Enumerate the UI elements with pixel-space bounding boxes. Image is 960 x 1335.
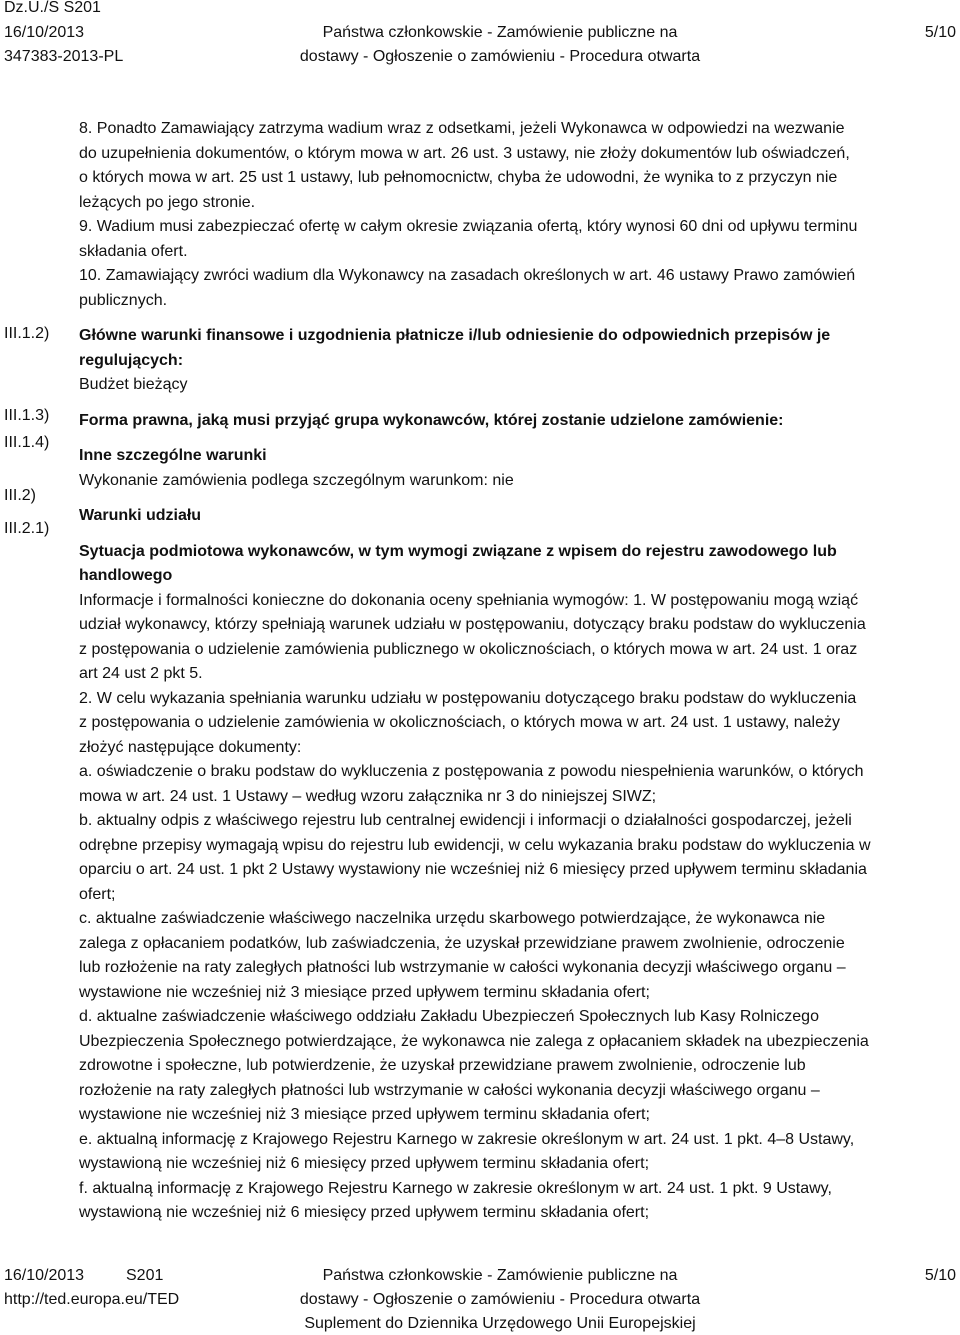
text-line: zdrowotne i społeczne, lub potwierdzenie, że uzyskał przewidziane prawem zwolnienie, odroczenie lub xyxy=(79,1057,806,1074)
doc-code: Dz.U./S S201 xyxy=(4,0,101,16)
text-line: odrębne przepisy wymagają wpisu do rejestru lub ewidencji, w celu wykazania braku podstaw do wykluczenia w xyxy=(79,836,871,854)
footer-title-line2: dostawy - Ogłoszenie o zamówieniu - Procedura otwarta xyxy=(299,1291,701,1308)
header-page-number: 5/10 xyxy=(924,24,956,41)
paragraph-9 xyxy=(79,215,955,264)
text-line: wystawione nie wcześniej niż 3 miesiące przed upływem terminu składania ofert; xyxy=(79,1106,650,1123)
text-line: 10. Zamawiający zwróci wadium dla Wykonawcy na zasadach określonych w art. 46 ustawy Prawo zamówień xyxy=(79,267,856,284)
text-line: c. aktualne zaświadczenie właściwego naczelnika urzędu skarbowego potwierdzające, że wykonawca nie xyxy=(79,910,826,927)
section-heading-legal-form: Forma prawna, jaką musi przyjąć grupa wykonawców, której zostanie udzielone zamówienie: xyxy=(79,411,784,429)
section-value-other-conditions: Wykonanie zamówienia podlega szczególnym warunkom: nie xyxy=(79,471,514,489)
text-line: wystawione nie wcześniej niż 3 miesiące przed upływem terminu składania ofert; xyxy=(79,983,650,1001)
text-line: 2. W celu wykazania spełniania warunku udziału w postępowaniu dotyczącego braku podstaw do wykluczenia xyxy=(79,689,857,707)
header-ref: 347383-2013-PL xyxy=(4,48,124,65)
section-heading-other-conditions: Inne szczególne warunki xyxy=(79,447,267,464)
text-line: z postępowania o udzielenie zamówienia w okolicznościach, o których mowa w art. 24 ust. 1 ustawy, należy xyxy=(79,714,840,731)
header-date: 16/10/2013 xyxy=(4,24,85,41)
footer-title-line1: Państwa członkowskie - Zamówienie publiczne na xyxy=(322,1267,678,1284)
text-line: a. oświadczenie o braku podstaw do wykluczenia z postępowania z powodu niespełnienia warunków, o których xyxy=(79,763,864,780)
header-title-line1: Państwa członkowskie - Zamówienie publiczne na xyxy=(322,24,678,41)
paragraph-10 xyxy=(79,264,955,313)
text-line: zalega z opłacaniem podatków, lub zaświadczenia, że uzyskał przewidziane prawem zwolnienie, odroczenie xyxy=(79,934,845,952)
text-line: złożyć następujące dokumenty: xyxy=(79,738,302,756)
text-line: mowa w art. 24 ust. 1 Ustawy – według wzoru załącznika nr 3 do niniejszej SIWZ; xyxy=(79,787,657,805)
text-line: do uzupełnienia dokumentów, o którym mowa w art. 26 ust. 3 ustawy, nie złoży dokumentów lub oświadczeń, xyxy=(79,144,850,162)
text-line: d. aktualne zaświadczenie właściwego oddziału Zakładu Ubezpieczeń Społecznych lub Kasy Rolniczego xyxy=(79,1008,819,1025)
text-line: 8. Ponadto Zamawiający zatrzyma wadium wraz z odsetkami, jeżeli Wykonawca w odpowiedzi na wezwanie xyxy=(79,120,845,137)
section-label-iii-2: III.2) xyxy=(4,487,37,504)
section-label-iii-1-2: III.1.2) xyxy=(4,325,50,342)
footer-page-number: 5/10 xyxy=(924,1267,956,1284)
text-line: f. aktualną informację z Krajowego Rejestru Karnego w zakresie określonym w art. 24 ust. 1 pkt. 9 Ustawy, xyxy=(79,1179,832,1197)
document-body xyxy=(79,117,955,1226)
text-line: Ubezpieczenia Społecznego potwierdzające, że wykonawca nie zalega z opłacaniem składek na ubezpieczenia xyxy=(79,1032,869,1050)
footer-date: 16/10/2013 xyxy=(4,1267,85,1284)
text-line: wystawioną nie wcześniej niż 6 miesięcy przed upływem terminu składania ofert; xyxy=(79,1204,650,1221)
text-line: leżących po jego stronie. xyxy=(79,193,256,211)
text-line: z postępowania o udzielenie zamówienia publicznego w okolicznościach, o których mowa w art. 24 ust. 1 oraz xyxy=(79,640,858,658)
text-line: b. aktualny odpis z właściwego rejestru lub centralnej ewidencji i informacji o działalności gospodarczej, jeżeli xyxy=(79,812,852,829)
section-label-iii-1-3: III.1.3) xyxy=(4,407,50,424)
requirements-text xyxy=(79,589,955,1226)
text-line: oparciu o art. 24 ust. 1 pkt 2 Ustawy wystawiony nie wcześniej niż 6 miesięcy przed upływem terminu składania xyxy=(79,861,867,878)
footer-title-line3: Suplement do Dziennika Urzędowego Unii Europejskiej xyxy=(304,1315,696,1332)
section-heading-participation: Warunki udziału xyxy=(79,507,202,524)
section-heading-financial: Główne warunki finansowe i uzgodnienia płatnicze i/lub odniesienie do odpowiednich przepisów je regulujących: xyxy=(79,327,831,369)
footer-series: S201 xyxy=(126,1267,164,1284)
text-line: udział wykonawcy, którzy spełniają warunek udziału w postępowaniu, dotyczący braku podstaw do wykluczenia xyxy=(79,616,866,633)
text-line: o których mowa w art. 25 ust 1 ustawy, lub pełnomocnictw, chyba że udowodni, że wynika to z przyczyn nie xyxy=(79,169,838,186)
section-heading-personal-situation: Sytuacja podmiotowa wykonawców, w tym wymogi związane z wpisem do rejestru zawodowego lub handlowego xyxy=(79,542,837,584)
paragraph-8 xyxy=(79,117,955,215)
section-label-iii-1-4: III.1.4) xyxy=(4,434,50,451)
text-line: e. aktualną informację z Krajowego Rejestru Karnego w zakresie określonym w art. 24 ust. 1 pkt. 4–8 Ustawy, xyxy=(79,1130,855,1148)
text-line: 9. Wadium musi zabezpieczać ofertę w całym okresie związania ofertą, który wynosi 60 dni od upływu terminu xyxy=(79,218,858,235)
text-line: wystawioną nie wcześniej niż 6 miesięcy przed upływem terminu składania ofert; xyxy=(79,1155,650,1172)
text-line: art 24 ust 2 pkt 5. xyxy=(79,665,203,682)
footer-url: http://ted.europa.eu/TED xyxy=(4,1291,180,1308)
text-line: lub rozłożenie na raty zaległych płatności lub wstrzymanie w całości wykonania decyzji właściwego organu – xyxy=(79,959,846,976)
text-line: ofert; xyxy=(79,885,116,903)
section-value-financial: Budżet bieżący xyxy=(79,376,188,393)
text-line: rozłożenie na raty zaległych płatności lub wstrzymanie w całości wykonania decyzji właściwego organu – xyxy=(79,1081,820,1099)
text-line: składania ofert. xyxy=(79,242,188,260)
text-line: publicznych. xyxy=(79,291,168,309)
text-line: Informacje i formalności konieczne do dokonania oceny spełniania wymogów: 1. W postępowaniu mogą wziąć xyxy=(79,591,859,609)
header-title-line2: dostawy - Ogłoszenie o zamówieniu - Procedura otwarta xyxy=(299,48,701,65)
section-label-iii-2-1: III.2.1) xyxy=(4,520,50,537)
